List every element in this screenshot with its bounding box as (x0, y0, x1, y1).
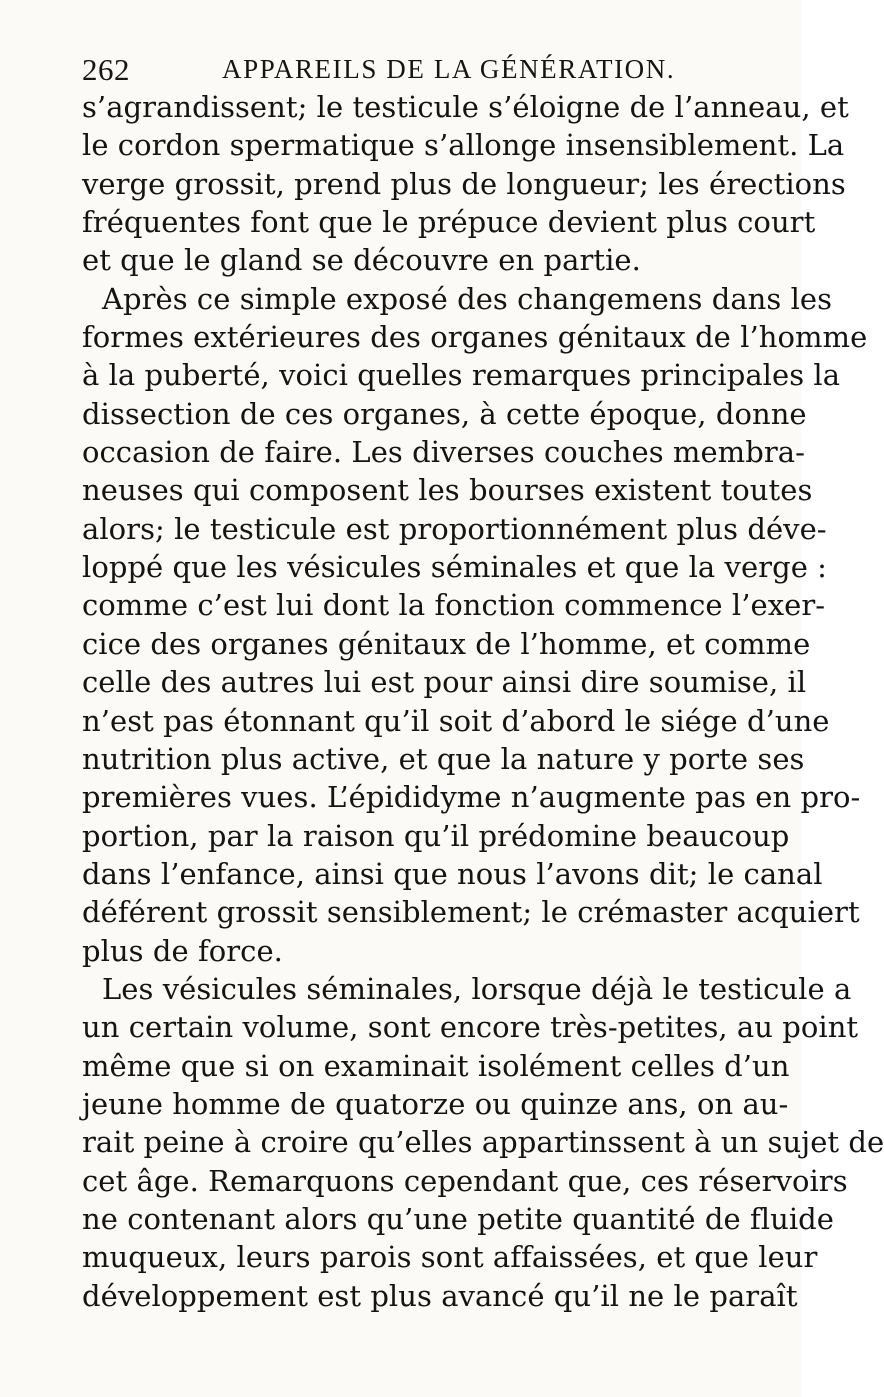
text-line: occasion de faire. Les diverses couches membra- (82, 435, 805, 470)
text-line: rait peine à croire qu’elles appartinssent à un sujet de (82, 1125, 884, 1160)
text-line: déférent grossit sensiblement; le crémaster acquiert (82, 895, 860, 930)
text-line: le cordon spermatique s’allonge insensiblement. La (82, 128, 845, 163)
paragraph-start-line: Après ce simple exposé des changemens dans les (102, 281, 833, 316)
page-header (82, 52, 732, 92)
running-title: APPAREILS DE LA GÉNÉRATION. (222, 54, 676, 84)
text-line: portion, par la raison qu’il prédomine beaucoup (82, 818, 790, 853)
paragraph-end-line: plus de force. (82, 933, 283, 968)
text-line: même que si on examinait isolément celles d’un (82, 1048, 790, 1083)
text-line: dans l’enfance, ainsi que nous l’avons dit; le canal (82, 856, 823, 891)
text-line: n’est pas étonnant qu’il soit d’abord le siége d’une (82, 703, 830, 738)
paragraph-start-line: Les vésicules séminales, lorsque déjà le testicule a (102, 971, 852, 1006)
text-line: dissection de ces organes, à cette époque, donne (82, 396, 807, 431)
paragraph-end-line: et que le gland se découvre en partie. (82, 243, 641, 278)
text-line: loppé que les vésicules séminales et que la verge : (82, 550, 827, 585)
text-line: verge grossit, prend plus de longueur; les érections (82, 166, 846, 201)
text-line: celle des autres lui est pour ainsi dire soumise, il (82, 665, 807, 700)
text-line: à la puberté, voici quelles remarques principales la (82, 358, 841, 393)
text-line: muqueux, leurs parois sont affaissées, et que leur (82, 1240, 818, 1275)
text-line: premières vues. L’épididyme n’augmente pas en pro- (82, 780, 861, 815)
text-line: jeune homme de quatorze ou quinze ans, on au- (82, 1086, 789, 1121)
text-line: comme c’est lui dont la fonction commence l’exer- (82, 588, 826, 623)
text-line: formes extérieures des organes génitaux de l’homme (82, 320, 868, 355)
page-number: 262 (82, 52, 130, 87)
text-line: nutrition plus active, et que la nature y porte ses (82, 741, 805, 776)
body-text (82, 88, 884, 1315)
text-line: cet âge. Remarquons cependant que, ces réservoirs (82, 1163, 848, 1198)
text-line: fréquentes font que le prépuce devient plus court (82, 205, 816, 240)
text-line: cice des organes génitaux de l’homme, et comme (82, 626, 811, 661)
text-line: neuses qui composent les bourses existent toutes (82, 473, 813, 508)
text-line: développement est plus avancé qu’il ne le paraît (82, 1278, 798, 1313)
text-line: un certain volume, sont encore très-petites, au point (82, 1010, 859, 1045)
text-line: s’agrandissent; le testicule s’éloigne de l’anneau, et (82, 90, 849, 124)
text-line: alors; le testicule est proportionnément plus déve- (82, 511, 827, 546)
text-line: ne contenant alors qu’une petite quantité de fluide (82, 1201, 834, 1236)
